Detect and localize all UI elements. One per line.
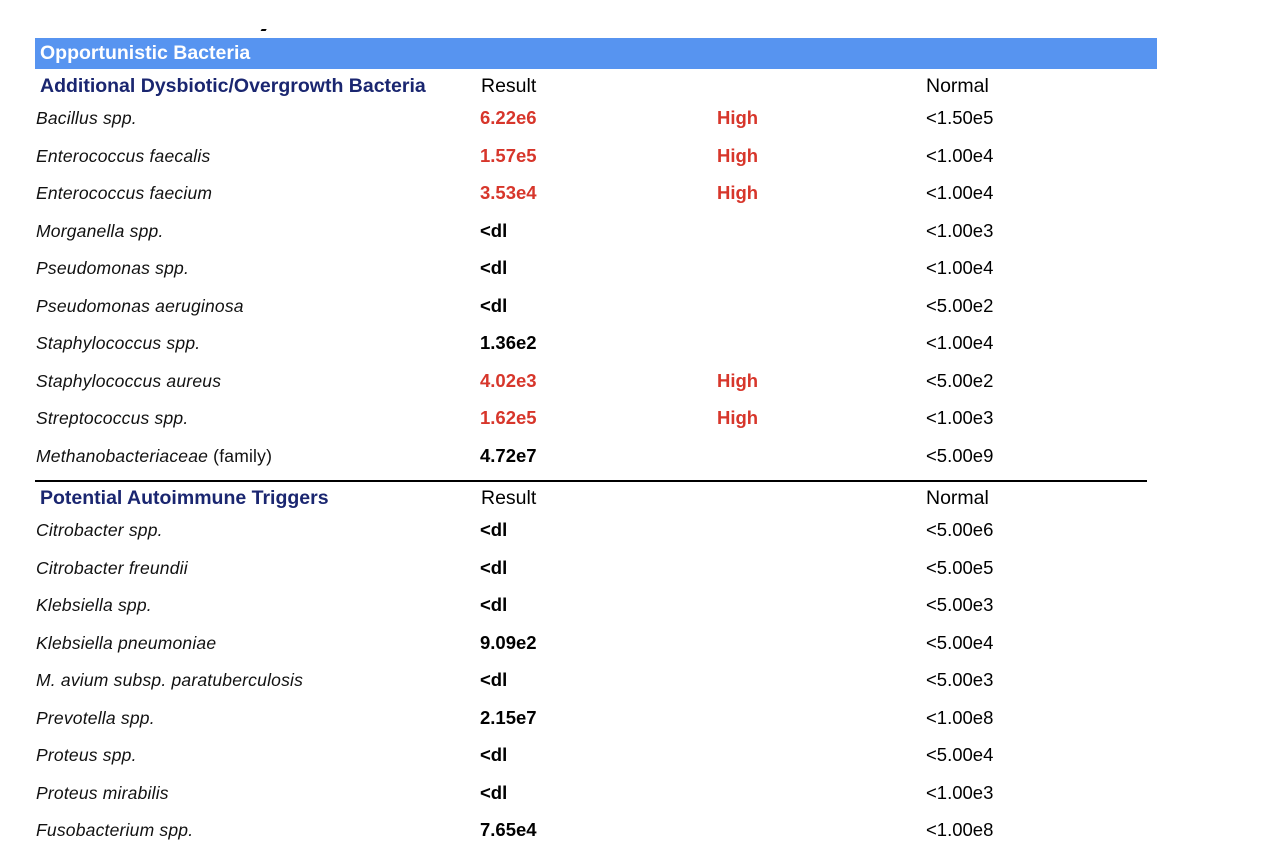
organism-name: [36, 668, 303, 692]
organism-name-text: Enterococcus faecium: [36, 183, 213, 203]
organism-name: [36, 181, 212, 205]
organism-name-text: Streptococcus spp.: [36, 408, 189, 428]
normal-range: <5.00e4: [926, 744, 994, 765]
normal-range: <5.00e2: [926, 369, 994, 391]
organism-name: [36, 706, 155, 730]
normal-column-header: Normal: [926, 75, 989, 97]
high-flag: High: [717, 144, 759, 166]
organism-name: [36, 219, 164, 243]
section-title-autoimmune: Potential Autoimmune Triggers: [40, 487, 329, 509]
normal-range: <1.00e3: [926, 407, 994, 428]
result-value: 3.53e4: [480, 182, 537, 203]
normal-column-header: Normal: [926, 487, 989, 509]
normal-range: <1.00e4: [926, 182, 994, 203]
organism-name-text: M. avium subsp. paratuberculosis: [36, 670, 304, 690]
organism-name-text: Bacillus spp.: [36, 108, 137, 128]
organism-name-text: Morganella spp.: [36, 220, 164, 241]
normal-range: <1.00e3: [926, 781, 994, 803]
organism-name: [36, 144, 210, 168]
table-row: [0, 668, 1288, 706]
normal-range: <1.00e4: [926, 144, 994, 166]
result-value: 9.09e2: [480, 631, 537, 653]
normal-range: <1.50e5: [926, 107, 994, 128]
organism-name: [36, 331, 200, 355]
table-row: [0, 331, 1288, 369]
organism-name: [36, 593, 152, 617]
normal-range: <1.00e8: [926, 819, 994, 840]
normal-range: <5.00e5: [926, 556, 994, 578]
organism-name: [36, 256, 189, 280]
result-value: 6.22e6: [480, 107, 537, 128]
high-flag: High: [717, 182, 759, 203]
organism-name: [36, 743, 137, 767]
organism-name: [36, 294, 244, 318]
organism-name-text: Citrobacter freundii: [36, 557, 188, 578]
organism-name: [36, 444, 272, 468]
result-column-header: Result: [481, 75, 537, 97]
table-row: [0, 106, 1288, 144]
table-row: [0, 144, 1288, 182]
result-value: <dl: [480, 669, 508, 690]
organism-name-text: Fusobacterium spp.: [36, 820, 194, 840]
table-row: [0, 631, 1288, 669]
section-divider: [35, 480, 1147, 482]
result-value: 7.65e4: [480, 819, 537, 840]
organism-name-text: Klebsiella pneumoniae: [36, 632, 217, 653]
normal-range: <5.00e3: [926, 594, 994, 615]
table-row: [0, 181, 1288, 219]
normal-range: <5.00e4: [926, 631, 994, 653]
organism-name-text: Pseudomonas aeruginosa: [36, 295, 244, 316]
table-row: [0, 219, 1288, 257]
result-value: <dl: [480, 519, 508, 540]
organism-name: [36, 818, 193, 842]
result-value: 1.36e2: [480, 332, 537, 353]
result-value: <dl: [480, 781, 508, 803]
organism-name: [36, 781, 169, 805]
normal-range: <5.00e3: [926, 669, 994, 690]
normal-range: <5.00e9: [926, 444, 994, 466]
banner-title: Opportunistic Bacteria: [40, 42, 251, 64]
organism-name-text: Staphylococcus spp.: [36, 333, 201, 353]
table-row: [0, 743, 1288, 781]
high-flag: High: [717, 369, 759, 391]
organism-name-suffix: (family): [208, 445, 273, 466]
result-value: <dl: [480, 594, 508, 615]
organism-name-text: Methanobacteriaceae: [36, 445, 209, 466]
organism-name: [36, 106, 137, 130]
organism-name: [36, 406, 188, 430]
organism-name: [36, 518, 163, 542]
organism-name-text: Pseudomonas spp.: [36, 258, 190, 278]
table-row: [0, 556, 1288, 594]
normal-range: <1.00e4: [926, 332, 994, 353]
normal-range: <5.00e2: [926, 294, 994, 316]
result-value: 4.72e7: [480, 444, 537, 466]
organism-name-text: Proteus spp.: [36, 745, 137, 765]
organism-name: [36, 369, 221, 393]
organism-name: [36, 556, 188, 580]
section-title-dysbiotic: Additional Dysbiotic/Overgrowth Bacteria: [40, 75, 426, 97]
table-row: [0, 518, 1288, 556]
result-value: <dl: [480, 744, 508, 765]
organism-name: [36, 631, 216, 655]
table-row: [0, 369, 1288, 407]
table-row: [0, 593, 1288, 631]
cropped-text-fragment: [261, 26, 269, 31]
result-value: 1.62e5: [480, 407, 537, 428]
section-banner: [35, 38, 1157, 69]
organism-name-text: Prevotella spp.: [36, 707, 155, 728]
normal-range: <1.00e4: [926, 257, 994, 278]
table-row: [0, 781, 1288, 819]
table-row: [0, 444, 1288, 482]
normal-range: <1.00e3: [926, 219, 994, 241]
table-row: [0, 256, 1288, 294]
result-column-header: Result: [481, 487, 537, 509]
result-value: 1.57e5: [480, 144, 537, 166]
result-value: <dl: [480, 556, 508, 578]
organism-name-text: Klebsiella spp.: [36, 595, 152, 615]
high-flag: High: [717, 407, 759, 428]
organism-name-text: Citrobacter spp.: [36, 520, 163, 540]
result-value: <dl: [480, 257, 508, 278]
organism-name-text: Enterococcus faecalis: [36, 145, 211, 166]
result-value: 4.02e3: [480, 369, 537, 391]
result-value: <dl: [480, 294, 508, 316]
table-row: [0, 818, 1288, 856]
table-row: [0, 294, 1288, 332]
normal-range: <1.00e8: [926, 706, 994, 728]
normal-range: <5.00e6: [926, 519, 994, 540]
table-row: [0, 706, 1288, 744]
result-value: <dl: [480, 219, 508, 241]
organism-name-text: Staphylococcus aureus: [36, 370, 222, 391]
result-value: 2.15e7: [480, 706, 537, 728]
high-flag: High: [717, 107, 759, 128]
organism-name-text: Proteus mirabilis: [36, 782, 169, 803]
table-row: [0, 406, 1288, 444]
